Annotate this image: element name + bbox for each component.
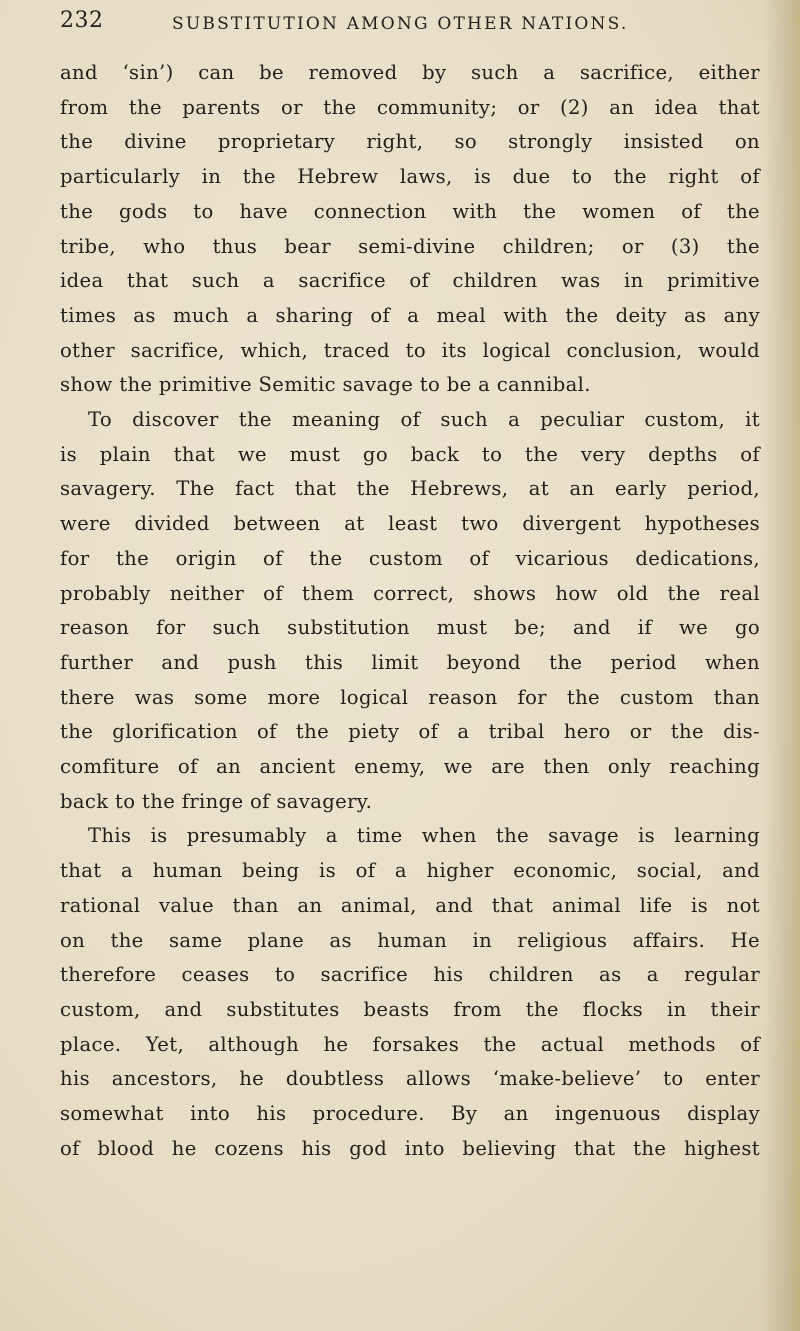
text-line: reason for such substitution must be; and if we go xyxy=(60,616,760,640)
text-line: back to the fringe of savagery. xyxy=(60,789,373,813)
text-line: the gods to have connection with the women of the xyxy=(60,199,760,223)
text-line: times as much a sharing of a meal with the deity as any xyxy=(60,303,760,327)
text-line: This is presumably a time when the savage is learning xyxy=(88,824,760,848)
text-line: somewhat into his procedure. By an ingenuous display xyxy=(60,1102,760,1126)
page-edge-shadow xyxy=(762,0,800,1331)
text-line: is plain that we must go back to the very depths of xyxy=(60,442,760,466)
text-line: were divided between at least two divergent hypotheses xyxy=(60,512,760,536)
text-line: from the parents or the community; or (2) an idea that xyxy=(60,95,760,119)
text-line: savagery. The fact that the Hebrews, at an early period, xyxy=(60,477,760,501)
text-line: custom, and substitutes beasts from the flocks in their xyxy=(60,997,760,1021)
text-line: the glorification of the piety of a tribal hero or the dis- xyxy=(60,720,760,744)
text-line: the divine proprietary right, so strongly insisted on xyxy=(60,130,760,154)
text-line: tribe, who thus bear semi-divine children; or (3) the xyxy=(60,234,760,258)
text-line: his ancestors, he doubtless allows ‘make-believe’ to enter xyxy=(60,1067,760,1091)
text-line: rational value than an animal, and that animal life is not xyxy=(60,893,760,917)
body-text xyxy=(60,56,760,1167)
page-number: 232 xyxy=(60,8,104,33)
text-line: of blood he cozens his god into believing that the highest xyxy=(60,1136,760,1160)
text-line: idea that such a sacrifice of children was in primitive xyxy=(60,269,760,293)
running-head-title: SUBSTITUTION AMONG OTHER NATIONS. xyxy=(172,14,629,34)
text-line: and ‘sin’) can be removed by such a sacrifice, either xyxy=(60,61,760,84)
text-line: particularly in the Hebrew laws, is due to the right of xyxy=(60,165,760,189)
text-line: To discover the meaning of such a peculiar custom, it xyxy=(88,408,760,432)
text-line: show the primitive Semitic savage to be a cannibal. xyxy=(60,373,591,397)
running-head xyxy=(60,8,760,38)
text-line: therefore ceases to sacrifice his children as a regular xyxy=(60,963,760,987)
text-line: for the origin of the custom of vicarious dedications, xyxy=(60,546,760,570)
text-line: there was some more logical reason for the custom than xyxy=(60,685,760,709)
text-line: comfiture of an ancient enemy, we are then only reaching xyxy=(60,755,760,779)
text-line: other sacrifice, which, traced to its logical conclusion, would xyxy=(60,338,760,362)
text-line: on the same plane as human in religious affairs. He xyxy=(60,928,760,952)
text-line: that a human being is of a higher economic, social, and xyxy=(60,859,760,883)
text-line: probably neither of them correct, shows how old the real xyxy=(60,581,760,605)
text-line: further and push this limit beyond the period when xyxy=(60,650,760,674)
text-line: place. Yet, although he forsakes the actual methods of xyxy=(60,1032,760,1056)
